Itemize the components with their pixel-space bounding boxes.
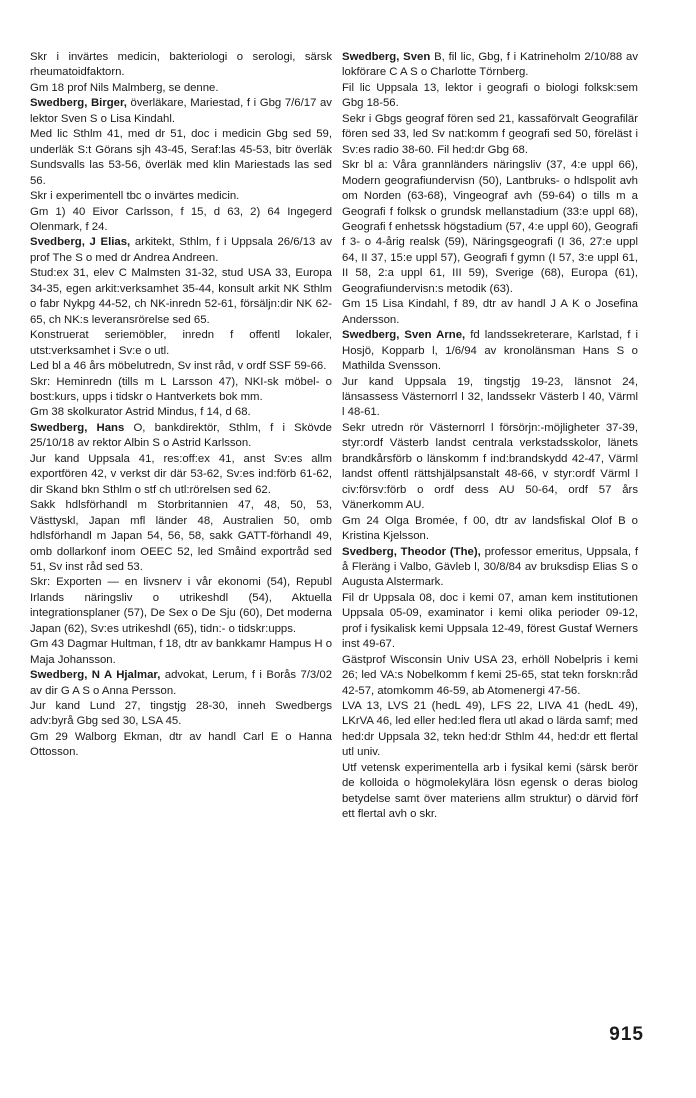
paragraph-text: Jur kand Uppsala 19, tingstjg 19-23, länsnot 24, länsassess Västernorrl l 32, landssekr Västerb l 40, Värml l 48-61. bbox=[342, 375, 638, 419]
paragraph-text: Sakk hdlsförhandl m Storbritannien 47, 48, 50, 53, Västtyskl, Japan mfl länder 48, Australien 50, omb hdlsförhandl m Japan 54, 56, 58, sakk GATT-förhandl 49, omb dollarkonf inom OEEC 52, led Småind exportråd sed 51, Sv inst råd sed 53. bbox=[30, 499, 332, 573]
paragraph-text: Skr bl a: Våra grannländers näringsliv (37, 4:e uppl 66), Modern geografiundervisn (50), Lantbruks- o hdlspolit avh om Norden (63-68), Vingeograf avh (59-64) o tills m a Geografi f folksk o grundsk mellanstadium (33:e uppl 68), Geografi f enhetssk högstadium (57, 4:e uppl 60), Geografi f 3- o 4-årig realsk (59), Näringsgeografi (I 36, 27:e uppl 64, II 37, 15:e uppl 57), Geografi f gymn (I 57, 3:e uppl 61, II 58, 2:a uppl 61, III 59), Sverige (68), Europa (61), Geografiundervisn:s metodik (63). bbox=[342, 159, 638, 295]
entry-name: Swedberg, Sven Arne, bbox=[342, 329, 466, 342]
paragraph-text: Jur kand Lund 27, tingstjg 28-30, inneh Swedbergs adv:byrå Gbg sed 30, LSA 45. bbox=[30, 700, 332, 728]
paragraph-text: Skr: Heminredn (tills m L Larsson 47), NKI-sk möbel- o bost:kurs, upps i tidskr o Hantverkets bok mm. bbox=[30, 375, 332, 403]
paragraph bbox=[30, 50, 332, 81]
biography-entry bbox=[342, 545, 638, 591]
paragraph-text: arkitekt, Sthlm, f i Uppsala 26/6/13 av prof The S o med dr Andrea Andreen. bbox=[30, 236, 332, 264]
paragraph bbox=[30, 405, 332, 420]
entry-name: Svedberg, Theodor (The), bbox=[342, 545, 481, 558]
paragraph bbox=[342, 761, 638, 823]
paragraph-text: överläkare, Mariestad, f i Gbg 7/6/17 av lektor Sven S o Lisa Kindahl. bbox=[30, 97, 332, 125]
paragraph-text: Sekr utredn rör Västernorrl l försörjn:-möjligheter 37-39, styr:ordf Västerb landst centrala verkstadsskolor, länets brandkårsförb o länskomm f ind:brandskydd 42-47, Värml landst offentl rättshjälpsanstalt 48-66, v styr:ordf Värml l civ:försv:förb o ordf dess AU 50-64, ordf 57 års Vänerkomm AU. bbox=[342, 421, 638, 512]
biography-entry bbox=[342, 50, 638, 81]
paragraph bbox=[342, 591, 638, 653]
paragraph-text: Gm 38 skolkurator Astrid Mindus, f 14, d 68. bbox=[30, 406, 251, 419]
paragraph bbox=[30, 699, 332, 730]
right-column bbox=[342, 50, 638, 823]
paragraph-text: Sekr i Gbgs geograf fören sed 21, kassaförvalt Geografilär fören sed 33, led Sv nat:komm f geografi sed 50, föreläst i Sv:es radio 38-60. Fil hed:dr Gbg 68. bbox=[342, 112, 638, 156]
paragraph-text: Fil dr Uppsala 08, doc i kemi 07, aman kem institutionen Uppsala 05-09, examinator i kemi olika perioder 09-12, prof i fysikalisk kemi Uppsala 12-49, förest Gustaf Werners inst 49-67. bbox=[342, 591, 638, 651]
paragraph-text: Gm 15 Lisa Kindahl, f 89, dtr av handl J A K o Josefina Andersson. bbox=[342, 298, 638, 326]
biography-entry bbox=[342, 328, 638, 374]
paragraph-text: Utf vetensk experimentella arb i fysikal kemi (särsk berör de kolloida o högmolekylära lösn egensk o deras biolog betydelse samt över materiens allm struktur) o därvid förf ett flertal avh o skr. bbox=[342, 761, 638, 821]
paragraph bbox=[30, 266, 332, 328]
paragraph bbox=[342, 514, 638, 545]
paragraph-text: Gm 29 Walborg Ekman, dtr av handl Carl E o Hanna Ottosson. bbox=[30, 730, 332, 759]
paragraph-text: fd landssekreterare, Karlstad, f i Hosjö, Kopparb l, 1/6/94 av kronolänsman Hans S o Mathilda Svensson. bbox=[342, 329, 638, 373]
paragraph-text: LVA 13, LVS 21 (hedL 49), LFS 22, LIVA 41 (hedL 49), LKrVA 46, led eller hed:led flera utl akad o lärda samf; med hed:dr Uppsala 32, tekn hed:dr Sthlm 44, hed:dr ett flertal utl univ. bbox=[342, 700, 638, 759]
paragraph bbox=[30, 452, 332, 498]
paragraph bbox=[30, 189, 332, 204]
paragraph-text: Skr: Exporten — en livsnerv i vår ekonomi (54), Republ Irlands näringsliv o utrikeshdl (54), Aktuella integrationsplaner (57), De Sex o De Sju (60), Det moderna Japan (62), Sv:es utrikeshdl (65), tidn:- o tidskr:upps. bbox=[30, 576, 332, 635]
biography-entry bbox=[30, 421, 332, 452]
paragraph bbox=[30, 359, 332, 374]
entry-name: Swedberg, N A Hjalmar, bbox=[30, 669, 161, 682]
paragraph-text: Fil lic Uppsala 13, lektor i geografi o biologi folksk:sem Gbg 18-56. bbox=[342, 81, 638, 110]
entry-name: Swedberg, Sven bbox=[342, 51, 431, 63]
paragraph-text: B, fil lic, Gbg, f i Katrineholm 2/10/88 av lokförare C A S o Charlotte Törnberg. bbox=[342, 51, 638, 79]
paragraph-text: Stud:ex 31, elev C Malmsten 31-32, stud USA 33, Europa 34-35, egen arkit:verksamhet 35-44, konsult arkit NK Sthlm o fabr Nykpg 44-52, ch NK-inredn 52-61, försäljn:dir NK 62-65, ch NK:s leveransrörelse sed 65. bbox=[30, 267, 332, 326]
paragraph bbox=[342, 653, 638, 699]
paragraph bbox=[30, 328, 332, 359]
paragraph-text: Gm 18 prof Nils Malmberg, se denne. bbox=[30, 81, 219, 94]
paragraph bbox=[30, 575, 332, 637]
paragraph bbox=[30, 205, 332, 236]
paragraph-text: Konstruerat seriemöbler, inredn f offentl lokaler, utst:verksamhet i Sv:e o utl. bbox=[30, 329, 332, 357]
paragraph-text: Gm 24 Olga Bromée, f 00, dtr av landsfiskal Olof B o Kristina Kjelsson. bbox=[342, 514, 638, 543]
paragraph bbox=[342, 112, 638, 158]
paragraph bbox=[30, 730, 332, 761]
paragraph-text: Skr i invärtes medicin, bakteriologi o serologi, särsk rheumatoidfaktorn. bbox=[30, 51, 332, 79]
paragraph bbox=[342, 699, 638, 761]
paragraph-text: Med lic Sthlm 41, med dr 51, doc i medicin Gbg sed 59, underläk S:t Görans sjh 43-45, Seraf:las 45-53, bitr överläk Sundsvalls las 53-56, överläk med klin Mariestads las sed 56. bbox=[30, 128, 332, 187]
paragraph-text: Gästprof Wisconsin Univ USA 23, erhöll Nobelpris i kemi 26; led VA:s Nobelkomm f kemi 25-65, stat tekn forskn:råd 42-57, atomkomm 46-59, ab Atomenergi 47-56. bbox=[342, 653, 638, 697]
biography-entry bbox=[30, 668, 332, 699]
paragraph bbox=[30, 375, 332, 406]
paragraph-text: Skr i experimentell tbc o invärtes medicin. bbox=[30, 190, 240, 203]
entry-name: Svedberg, J Elias, bbox=[30, 236, 131, 249]
paragraph-text: Jur kand Uppsala 41, res:off:ex 41, anst Sv:es allm exportfören 42, v verkst dir där 53-62, Sv:es ind:förb 61-62, dir Skand bkn Sthlm o stf ch utl:rörelsen sed 62. bbox=[30, 452, 332, 496]
page-number: 915 bbox=[609, 1024, 644, 1045]
entry-name: Swedberg, Birger, bbox=[30, 97, 127, 110]
paragraph bbox=[30, 637, 332, 668]
paragraph-text: Led bl a 46 års möbelutredn, Sv inst råd, v ordf SSF 59-66. bbox=[30, 360, 327, 373]
paragraph bbox=[342, 421, 638, 514]
paragraph bbox=[30, 127, 332, 189]
left-column bbox=[30, 50, 332, 761]
biography-entry bbox=[30, 235, 332, 266]
paragraph-text: O, bankdirektör, Sthlm, f i Skövde 25/10/18 av rektor Albin S o Astrid Karlsson. bbox=[30, 421, 332, 450]
paragraph bbox=[30, 498, 332, 575]
paragraph-text: Gm 1) 40 Eivor Carlsson, f 15, d 63, 2) 64 Ingegerd Olenmark, f 24. bbox=[30, 205, 332, 233]
paragraph-text: Gm 43 Dagmar Hultman, f 18, dtr av bankkamr Hampus H o Maja Johansson. bbox=[30, 638, 332, 666]
paragraph-text: professor emeritus, Uppsala, f å Fleräng i Valbo, Gävleb l, 30/8/84 av bruksdisp Elias S o Augusta Alstermark. bbox=[342, 545, 638, 589]
paragraph-text: advokat, Lerum, f i Borås 7/3/02 av dir G A S o Anna Persson. bbox=[30, 669, 332, 697]
paragraph bbox=[30, 81, 332, 96]
paragraph bbox=[342, 297, 638, 328]
paragraph bbox=[342, 375, 638, 421]
entry-name: Swedberg, Hans bbox=[30, 421, 125, 434]
biography-entry bbox=[30, 96, 332, 127]
paragraph bbox=[342, 158, 638, 297]
paragraph bbox=[342, 81, 638, 112]
